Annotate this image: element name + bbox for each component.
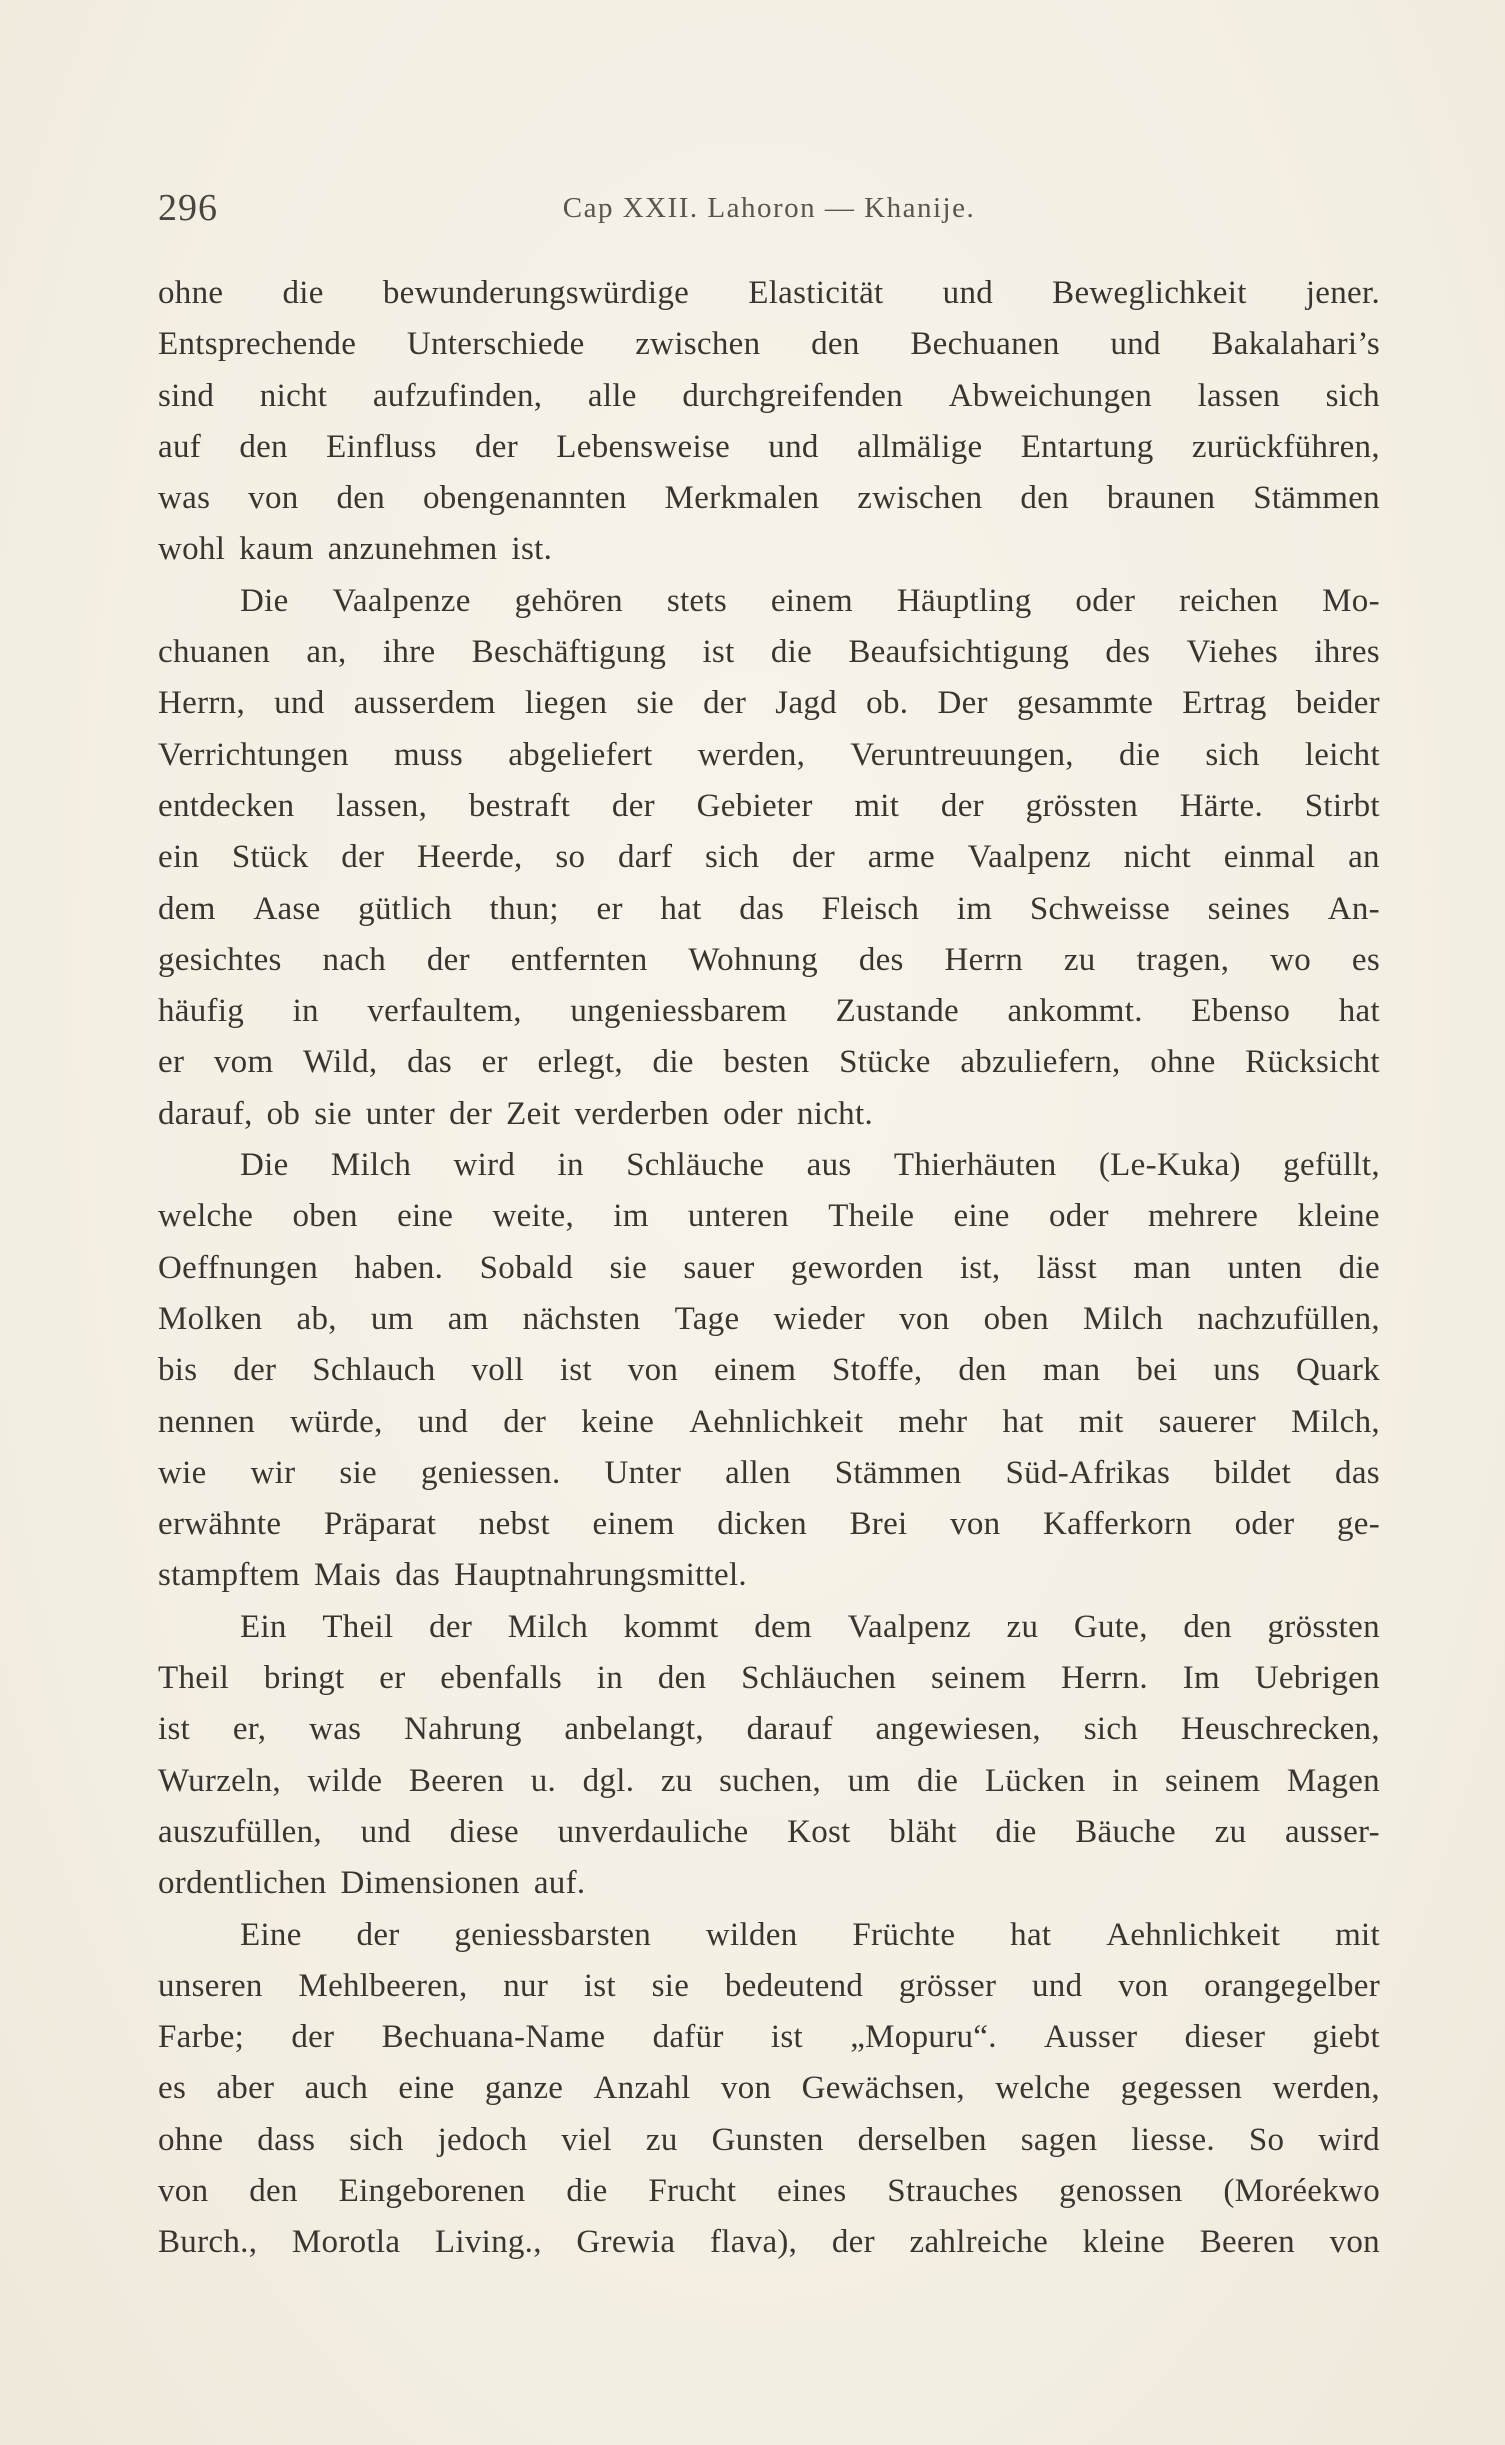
text-line: auszufüllen, und diese unverdauliche Kost bläht die Bäuche zu ausser- xyxy=(158,1813,1380,1850)
text-line: von den Eingeborenen die Frucht eines Strauches genossen (Moréekwo xyxy=(158,2172,1380,2209)
text-line: Wurzeln, wilde Beeren u. dgl. zu suchen, um die Lücken in seinem Magen xyxy=(158,1762,1380,1799)
text-line: wohl kaum anzunehmen ist. xyxy=(158,531,553,568)
text-line: ordentlichen Dimensionen auf. xyxy=(158,1865,586,1902)
text-line: Eine der geniessbarsten wilden Früchte hat Aehnlichkeit mit xyxy=(240,1916,1380,1953)
text-line: ist er, was Nahrung anbelangt, darauf angewiesen, sich Heuschrecken, xyxy=(158,1711,1380,1748)
text-line: chuanen an, ihre Beschäftigung ist die Beaufsichtigung des Viehes ihres xyxy=(158,634,1380,671)
text-line: es aber auch eine ganze Anzahl von Gewächsen, welche gegessen werden, xyxy=(158,2070,1380,2107)
text-line: ohne dass sich jedoch viel zu Gunsten derselben sagen liesse. So wird xyxy=(158,2121,1380,2158)
text-line: unseren Mehlbeeren, nur ist sie bedeutend grösser und von orangegelber xyxy=(158,1967,1380,2004)
running-head xyxy=(158,182,1380,242)
text-line: welche oben eine weite, im unteren Theile eine oder mehrere kleine xyxy=(158,1198,1380,1235)
text-line: Oeffnungen haben. Sobald sie sauer geworden ist, lässt man unten die xyxy=(158,1249,1380,1286)
text-line: er vom Wild, das er erlegt, die besten Stücke abzuliefern, ohne Rücksicht xyxy=(158,1044,1380,1081)
body-text xyxy=(158,268,1380,2269)
text-line: Farbe; der Bechuana-Name dafür ist „Mopuru“. Ausser dieser giebt xyxy=(158,2019,1380,2056)
text-line: Burch., Morotla Living., Grewia flava), der zahlreiche kleine Beeren von xyxy=(158,2224,1380,2261)
page-number: 296 xyxy=(158,187,218,229)
text-line: entdecken lassen, bestraft der Gebieter mit der grössten Härte. Stirbt xyxy=(158,787,1380,824)
text-line: ohne die bewunderungswürdige Elasticität und Beweglichkeit jener. xyxy=(158,275,1380,311)
text-line: Molken ab, um am nächsten Tage wieder von oben Milch nachzufüllen, xyxy=(158,1300,1380,1337)
text-line: Herrn, und ausserdem liegen sie der Jagd ob. Der gesammte Ertrag beider xyxy=(158,685,1380,722)
text-line: häufig in verfaultem, ungeniessbarem Zustande ankommt. Ebenso hat xyxy=(158,993,1380,1030)
text-line: Die Vaalpenze gehören stets einem Häuptling oder reichen Mo- xyxy=(240,582,1380,619)
text-line: Die Milch wird in Schläuche aus Thierhäuten (Le-Kuka) gefüllt, xyxy=(240,1147,1380,1184)
text-line: nennen würde, und der keine Aehnlichkeit mehr hat mit sauerer Milch, xyxy=(158,1403,1380,1440)
text-line: Ein Theil der Milch kommt dem Vaalpenz zu Gute, den grössten xyxy=(240,1608,1380,1645)
text-line: dem Aase gütlich thun; er hat das Fleisch im Schweisse seines An- xyxy=(158,890,1380,927)
text-line: gesichtes nach der entfernten Wohnung des Herrn zu tragen, wo es xyxy=(158,941,1380,978)
chapter-heading: Cap XXII. Lahoron — Khanije. xyxy=(562,192,976,224)
text-line: wie wir sie geniessen. Unter allen Stämmen Süd-Afrikas bildet das xyxy=(158,1454,1380,1491)
text-line: ein Stück der Heerde, so darf sich der arme Vaalpenz nicht einmal an xyxy=(158,839,1380,876)
text-line: auf den Einfluss der Lebensweise und allmälige Entartung zurückführen, xyxy=(158,428,1380,465)
text-line: stampftem Mais das Hauptnahrungsmittel. xyxy=(158,1557,747,1594)
text-line: erwähnte Präparat nebst einem dicken Brei von Kafferkorn oder ge- xyxy=(158,1506,1380,1543)
text-line: bis der Schlauch voll ist von einem Stoffe, den man bei uns Quark xyxy=(158,1352,1380,1389)
text-line: sind nicht aufzufinden, alle durchgreifenden Abweichungen lassen sich xyxy=(158,377,1380,414)
text-line: darauf, ob sie unter der Zeit verderben oder nicht. xyxy=(158,1095,874,1132)
text-line: Verrichtungen muss abgeliefert werden, Veruntreuungen, die sich leicht xyxy=(158,736,1380,773)
text-line: Entsprechende Unterschiede zwischen den Bechuanen und Bakalahari’s xyxy=(158,326,1380,363)
text-line: was von den obengenannten Merkmalen zwischen den braunen Stämmen xyxy=(158,480,1380,517)
text-line: Theil bringt er ebenfalls in den Schläuchen seinem Herrn. Im Uebrigen xyxy=(158,1660,1380,1697)
